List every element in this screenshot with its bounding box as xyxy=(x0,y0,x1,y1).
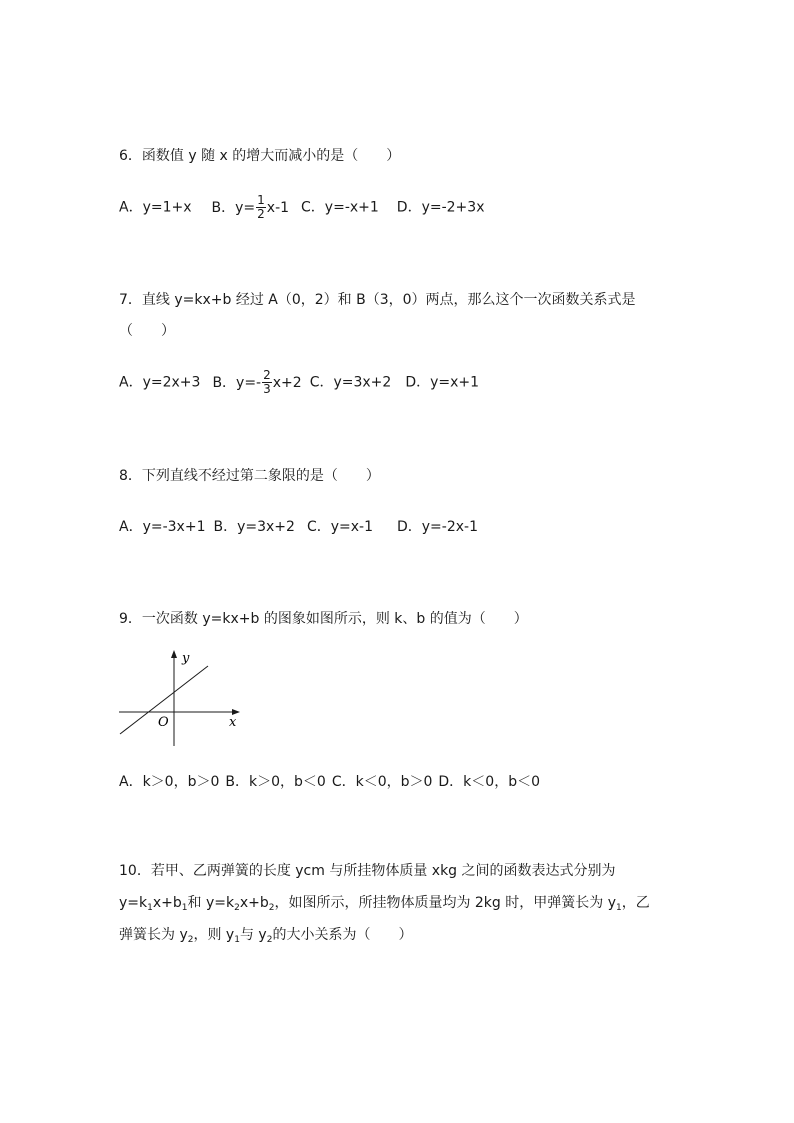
y-axis-label: y xyxy=(182,651,190,666)
q9-option-b: B．k＞0，b＜0 xyxy=(225,774,326,790)
origin-label: O xyxy=(158,715,169,730)
q6-options xyxy=(119,194,484,221)
q6-option-b: B．y= $\frac{1}{2}$ x-1 xyxy=(211,193,290,221)
q9-option-d: D．k＜0，b＜0 xyxy=(438,774,540,790)
q8-stem: 8．下列直线不经过第二象限的是（ ） xyxy=(119,468,380,484)
q10-line2: $y=k_1x+b_1$和 $y=k_2x+b_2$，如图所示，所挂物体质量均为 2kg 时，甲弹簧长为 $y_1$，乙 xyxy=(119,895,650,913)
q7-option-d: D．y=x+1 xyxy=(405,374,480,391)
q8-options xyxy=(119,517,478,537)
q10-line3: 弹簧长为 $y_2$，则 $y_1$与 $y_2$的大小关系为（ ） xyxy=(119,927,413,945)
q7-option-b: B．y=- $\frac{2}{3}$ x+2 xyxy=(212,368,302,396)
q10-line1: 10．若甲、乙两弹簧的长度 ycm 与所挂物体质量 xkg 之间的函数表达式分别为 xyxy=(119,863,616,879)
q8-option-a: A．y=-3x+1 xyxy=(119,519,206,535)
q6-option-c: C．y=-x+1 xyxy=(301,199,379,216)
q7-stem-line1: 7．直线 y=kx+b 经过 A（0，2）和 B（3，0）两点，那么这个一次函数关系式是 xyxy=(119,292,636,308)
q9-options xyxy=(119,772,540,792)
q7-stem-line2: （ ） xyxy=(119,323,175,339)
x-axis-label: x xyxy=(229,715,237,730)
q9-option-a: A．k＞0，b＞0 xyxy=(119,774,220,790)
fraction: $\frac{1}{2}$ xyxy=(257,193,265,221)
q6-stem: 6．函数值 y 随 x 的增大而减小的是（ ） xyxy=(119,148,401,164)
q7-options xyxy=(119,369,479,396)
q7-option-a: A．y=2x+3 xyxy=(119,374,201,391)
x-axis xyxy=(119,709,240,715)
q9-graph xyxy=(116,648,248,750)
q7-option-c: C．y=3x+2 xyxy=(309,374,392,391)
q8-option-c: C．y=x-1 xyxy=(306,519,373,535)
fraction: $\frac{2}{3}$ xyxy=(263,368,271,396)
q8-option-b: B．y=3x+2 xyxy=(213,519,295,535)
q6-option-a: A．y=1+x xyxy=(119,199,192,216)
q9-option-c: C．k＜0，b＞0 xyxy=(331,774,433,790)
q6-option-d: D．y=-2+3x xyxy=(396,199,485,216)
y-axis xyxy=(171,650,177,746)
q9-stem: 9．一次函数 y=kx+b 的图象如图所示，则 k、b 的值为（ ） xyxy=(119,611,528,627)
q8-option-d: D．y=-2x-1 xyxy=(396,519,478,535)
